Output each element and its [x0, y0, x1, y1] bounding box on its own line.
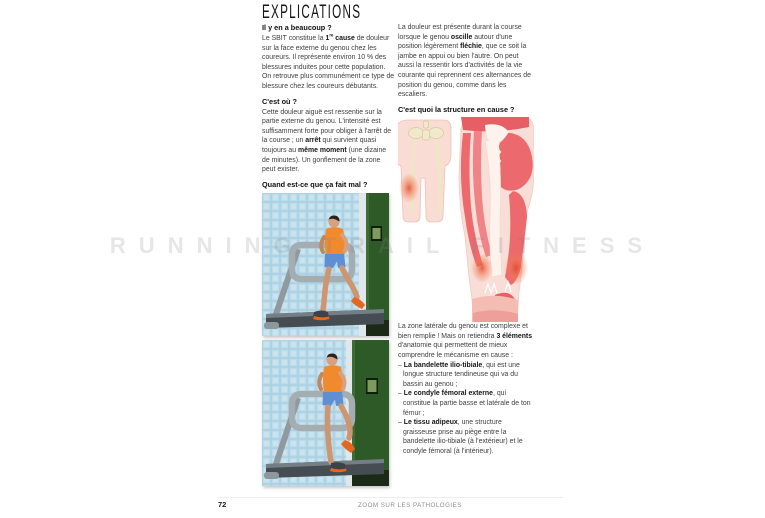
page-title: EXPLICATIONS	[262, 1, 362, 24]
paragraph-anatomy-intro: La zone latérale du genou est complexe et bien remplie ! Mais on retiendra 3 éléments d'anatomie qui permettent de mieux comprendre le mécanisme en cause :	[398, 323, 533, 360]
picture-frame	[366, 378, 378, 394]
right-column	[398, 23, 534, 457]
list-item-fat-tissue: – Le tissu adipeux, une structure graisseuse prise au piège entre la bandelette ilio-tibiale (à l'extérieur) et le condyle fémoral (à l'intérieur).	[398, 419, 523, 455]
list-item-condyle: – Le condyle fémoral externe, qui constitue la partie basse et latérale de ton fémur ;	[398, 390, 531, 417]
paragraph-how-many: Le SBIT constitue la 1re cause de douleur sur la face externe du genou chez les coureurs. Il représente environ 10 % des blessures induites pour cette population. On retrouve plus communément ce type de blessure chez les coureurs débutants.	[262, 32, 395, 90]
frontal-figure	[398, 120, 451, 222]
lateral-figure	[459, 117, 534, 322]
inflammation-glow-back	[504, 251, 528, 285]
photo-treadmill-top	[262, 193, 389, 336]
paragraph-when-pain: La douleur est présente durant la course lorsque le genou oscille autour d'une position légèrement fléchie, que ce soit la jambe en appui ou bien l'autre. On peut aussi la ressentir lors d'activités de la vie courante qui reprennent ces alternances de position du genou, comme dans les escaliers.	[398, 24, 531, 99]
anatomy-illustration	[398, 117, 534, 322]
list-item-it-band: – La bandelette ilio-tibiale, qui est une longue structure tendineuse qui va du bassin au genou ;	[398, 361, 520, 388]
page-number: 72	[218, 500, 227, 509]
footer-rule	[218, 497, 563, 498]
heading-where: C'est où ?	[262, 96, 297, 106]
inflammation-glow	[399, 173, 419, 203]
heading-when-pain: Quand est-ce que ça fait mal ?	[262, 179, 368, 189]
photo-treadmill-bottom	[262, 340, 389, 486]
inflammation-glow-front	[471, 253, 493, 283]
picture-frame	[371, 226, 382, 241]
footer-section-label: ZOOM SUR LES PATHOLOGIES	[358, 502, 462, 509]
heading-how-many: Il y en a beaucoup ?	[262, 23, 332, 32]
left-column	[262, 23, 395, 486]
heading-structure: C'est quoi la structure en cause ?	[398, 104, 515, 114]
watermark: RUNNING TRAIL FITNESS	[109, 233, 656, 258]
paragraph-where: Cette douleur aiguë est ressentie sur la partie externe du genou. L'intensité est suffisamment forte pour obliger à l'arrêt de la course ; un arrêt qui survient quasi toujours au même moment (une dizaine de minutes). Un gonflement de la zone peut exister.	[262, 108, 392, 174]
